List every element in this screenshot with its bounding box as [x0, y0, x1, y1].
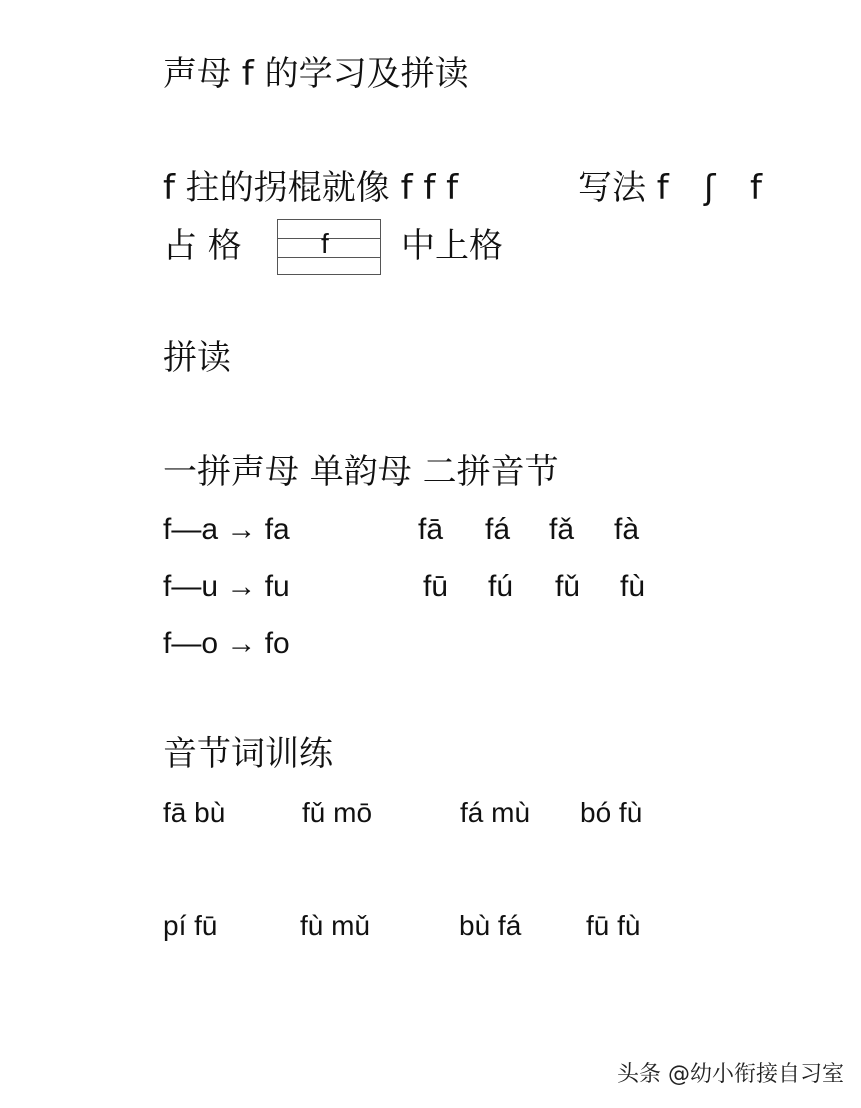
writing-form-1: ʃ: [704, 168, 716, 208]
section-heading-words: 音节词训练: [163, 734, 333, 774]
word-1-2: fǔ mō: [302, 797, 373, 828]
tone-2-2: fú: [488, 570, 514, 603]
tone-2-1: fū: [423, 570, 449, 603]
word-1-4: bó fù: [580, 797, 643, 828]
formula-row-1: f—a → fa: [163, 513, 290, 546]
formula-row-3: f—o → fo: [163, 627, 290, 660]
tone-1-3: fǎ: [549, 513, 575, 546]
four-line-grid: [277, 219, 381, 275]
spelling-rule: 一拼声母 单韵母 二拼音节: [163, 452, 559, 492]
tone-1-1: fā: [418, 513, 444, 546]
word-1-3: fá mù: [460, 797, 531, 828]
mnemonic-line: f 拄的拐棍就像 f f f: [163, 168, 459, 208]
tone-1-4: fà: [614, 513, 640, 546]
word-2-2: fù mǔ: [300, 910, 371, 941]
grid-position-label: 占 格: [163, 226, 242, 266]
formula-row-2: f—u → fu: [163, 570, 290, 603]
writing-form-2: f: [750, 168, 762, 208]
grid-line-lower: [278, 257, 380, 258]
grid-position-value: 中上格: [401, 226, 503, 266]
word-2-1: pí fū: [163, 910, 218, 941]
tone-2-4: fù: [620, 570, 646, 603]
tone-1-2: fá: [485, 513, 511, 546]
grid-line-upper: [278, 238, 380, 239]
page-title: 声母 f 的学习及拼读: [163, 54, 469, 94]
writing-label: 写法 f: [578, 168, 669, 208]
word-2-4: fū fù: [586, 910, 641, 941]
watermark: 头条 @幼小衔接自习室: [617, 1062, 844, 1087]
word-1-1: fā bù: [163, 797, 226, 828]
word-2-3: bù fá: [459, 910, 522, 941]
tone-2-3: fǔ: [555, 570, 581, 603]
grid-letter: f: [321, 228, 329, 259]
section-heading-pindu: 拼读: [163, 338, 231, 378]
